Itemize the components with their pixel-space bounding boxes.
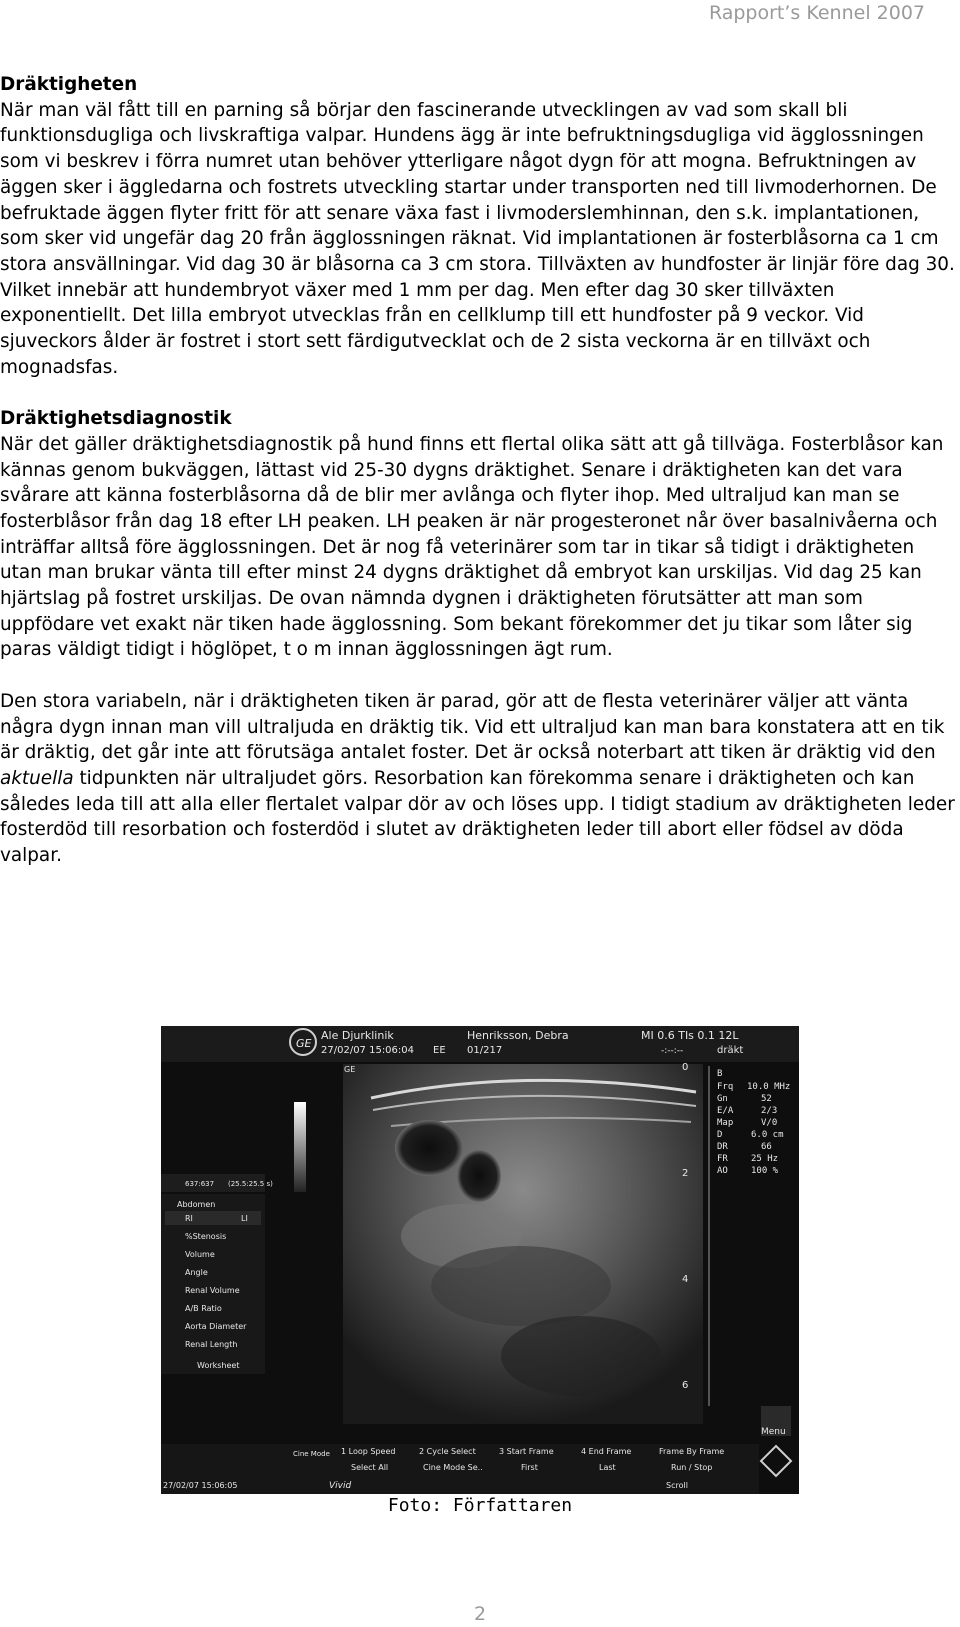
svg-text:4 End Frame: 4 End Frame: [581, 1447, 632, 1456]
running-header: Rapport’s Kennel 2007: [708, 2, 925, 24]
svg-text:Frame By Frame: Frame By Frame: [659, 1447, 725, 1456]
svg-text:D: D: [717, 1130, 723, 1140]
ultrasound-screen: [161, 1026, 799, 1494]
paragraph-diagnostik: När det gäller dräktighetsdiagnostik på hund finns ett flertal olika sätt att gå tillväga. Fosterblåsor kan kännas genom bukväggen, lättast vid 25-30 dygns dräktighet. Senare i dräktigheten kan det vara svårare att känna fosterblåsorna då de blir mer avlånga och flyter ihop. Med ultraljud kan man se fosterblåsor från dag 18 efter LH peaken. LH peaken är när progesteronet når över basalnivåerna och inträffar alltså före ägglossningen. Det är nog få veterinärer som tar in tikar så tidigt i dräktigheten utan man brukar vänta till efter minst 24 dygns dräktighet då embryot kan urskiljas. Vid dag 25 kan hjärtslag på fostret urskiljas. De ovan nämnda dygnen i dräktigheten förutsätter att man som uppfödare vet exakt när tiken hade ägglossning. Som bekant förekommer det ju tikar som låter sig paras väldigt tidigt i höglöpet, t o m innan ägglossningen ägt rum.: [0, 433, 944, 661]
svg-text:52: 52: [761, 1094, 772, 1104]
depth-tick-2: 2: [682, 1168, 689, 1179]
depth-tick-6: 6: [682, 1380, 689, 1391]
svg-text:First: First: [521, 1463, 538, 1472]
svg-text:LI: LI: [241, 1214, 248, 1223]
svg-text:Abdomen: Abdomen: [177, 1200, 216, 1209]
svg-text:GE: GE: [344, 1065, 356, 1074]
gestational-sac: [395, 1120, 463, 1176]
paragraph-variabeln-part1: Den stora variabeln, när i dräktigheten tiken är parad, gör att de flesta veterinärer väljer att vänta några dygn innan man vill ultraljuda en dräktig tik. Vid ett ultraljud kan man bara konstatera att en tik är dräktig, det går inte att förutsäga antalet foster. Det är också noterbart att tiken är dräktig vid den: [0, 690, 945, 764]
emphasis-aktuella: aktuella: [0, 767, 74, 789]
paragraph-draktigheten: När man väl fått till en parning så börjar den fascinerande utvecklingen av vad som skall bli funktionsdugliga och livskraftiga valpar. Hundens ägg är inte befruktningsdugliga vid ägglossningen som vi beskrev i förra numret utan behöver ytterligare något dygn för att mogna. Befruktningen av äggen sker i äggledarna och fostrets utveckling startar under transporten ned till livmoderhornen. De befruktade äggen flyter fritt för att senare växa fast i livmoderslemhinnan, den s.k. implantationen, som sker vid ungefär dag 20 från ägglossningen räknat. Vid implantationen är fosterblåsorna ca 1 cm stora ansvällningar. Vid dag 30 är blåsorna ca 3 cm stora. Tillväxten av hundfoster är linjär före dag 30. Vilket innebär att hundembryot växer med 1 mm per dag. Men efter dag 30 sker tillväxten exponentiellt. Det lilla embryot utvecklas från en cellklump till ett hundfoster på 9 veckor. Vid sjuveckors ålder är fostret i stort sett färdigutvecklat och de 2 sista veckorna är en tillväxt och mognadsfas.: [0, 99, 955, 378]
svg-text:FR: FR: [717, 1154, 728, 1164]
svg-text:Aorta Diameter: Aorta Diameter: [185, 1322, 247, 1331]
svg-text:RI: RI: [185, 1214, 193, 1223]
vivid-logo: Vivid: [329, 1481, 352, 1491]
svg-text:E/A: E/A: [717, 1106, 734, 1116]
svg-text:B: B: [717, 1069, 723, 1079]
svg-text:25 Hz: 25 Hz: [751, 1154, 779, 1164]
paragraph-variabeln: [0, 689, 958, 869]
svg-text:V/0: V/0: [761, 1118, 778, 1128]
scan-datetime: 27/02/07 15:06:04: [321, 1045, 415, 1056]
svg-text:3 Start Frame: 3 Start Frame: [499, 1447, 554, 1456]
measurement-menu: [161, 1194, 265, 1374]
svg-text:66: 66: [761, 1142, 772, 1152]
svg-text:Select All: Select All: [351, 1463, 389, 1472]
cine-mode-label: Cine Mode: [293, 1450, 330, 1458]
svg-text:Gn: Gn: [717, 1094, 728, 1104]
svg-text:Worksheet: Worksheet: [197, 1361, 240, 1370]
depth-tick-0: 0: [682, 1062, 689, 1073]
scroll-label: Scroll: [666, 1481, 688, 1490]
mi-tis-readout: MI 0.6 TIs 0.1 12L: [641, 1029, 739, 1042]
article-body: [0, 72, 958, 869]
svg-text:DR: DR: [717, 1142, 728, 1152]
section-heading-draktigheten: Dräktigheten: [0, 74, 138, 95]
greyscale-bar: [294, 1102, 306, 1192]
svg-text:Run / Stop: Run / Stop: [671, 1463, 713, 1472]
svg-text:1 Loop Speed: 1 Loop Speed: [341, 1447, 396, 1456]
section-heading-diagnostik: Dräktighetsdiagnostik: [0, 408, 232, 430]
svg-text:Map: Map: [717, 1118, 734, 1128]
ee-label: EE: [433, 1045, 446, 1056]
ultrasound-photo: [161, 1026, 799, 1494]
svg-text:10.0 MHz: 10.0 MHz: [747, 1082, 791, 1092]
dash-readout: -:--:--: [661, 1046, 684, 1056]
patient-id: 01/217: [467, 1045, 503, 1056]
svg-text:100 %: 100 %: [751, 1166, 779, 1176]
bottom-datetime: 27/02/07 15:06:05: [163, 1481, 238, 1490]
svg-text:AO: AO: [717, 1166, 728, 1176]
svg-text:Last: Last: [599, 1463, 616, 1472]
svg-text:Volume: Volume: [185, 1250, 215, 1259]
svg-text:Renal Length: Renal Length: [185, 1340, 238, 1349]
clinic-name: Ale Djurklinik: [321, 1029, 394, 1042]
patient-name: Henriksson, Debra: [467, 1029, 569, 1042]
svg-text:Renal Volume: Renal Volume: [185, 1286, 240, 1295]
svg-text:2 Cycle Select: 2 Cycle Select: [419, 1447, 476, 1456]
status-label: dräkt: [717, 1045, 744, 1056]
svg-text:6.0 cm: 6.0 cm: [751, 1130, 784, 1140]
menu-label: Menu: [761, 1427, 786, 1437]
svg-text:Frq: Frq: [717, 1082, 734, 1092]
svg-text:2/3: 2/3: [761, 1106, 778, 1116]
svg-text:Angle: Angle: [185, 1268, 208, 1277]
svg-text:A/B Ratio: A/B Ratio: [185, 1304, 222, 1313]
measure-readout-b: (25.5:25.5 s): [228, 1180, 273, 1188]
photo-caption: Foto: Författaren: [387, 1495, 573, 1516]
svg-text:GE: GE: [296, 1037, 312, 1050]
measure-readout-a: 637:637: [185, 1180, 215, 1188]
paragraph-variabeln-part2: tidpunkten när ultraljudet görs. Resorbation kan förekomma senare i dräktigheten och kan således leda till att alla eller flertalet valpar dör av och löses upp. I tidigt stadium av dräktigheten leder fosterdöd till resorbation och fosterdöd i slutet av dräktigheten leder till abort eller födsel av döda valpar.: [0, 767, 955, 867]
depth-tick-4: 4: [682, 1274, 689, 1285]
svg-text:Cine Mode Se..: Cine Mode Se..: [423, 1463, 483, 1472]
svg-text:%Stenosis: %Stenosis: [185, 1232, 227, 1241]
page-number: 2: [473, 1603, 487, 1625]
